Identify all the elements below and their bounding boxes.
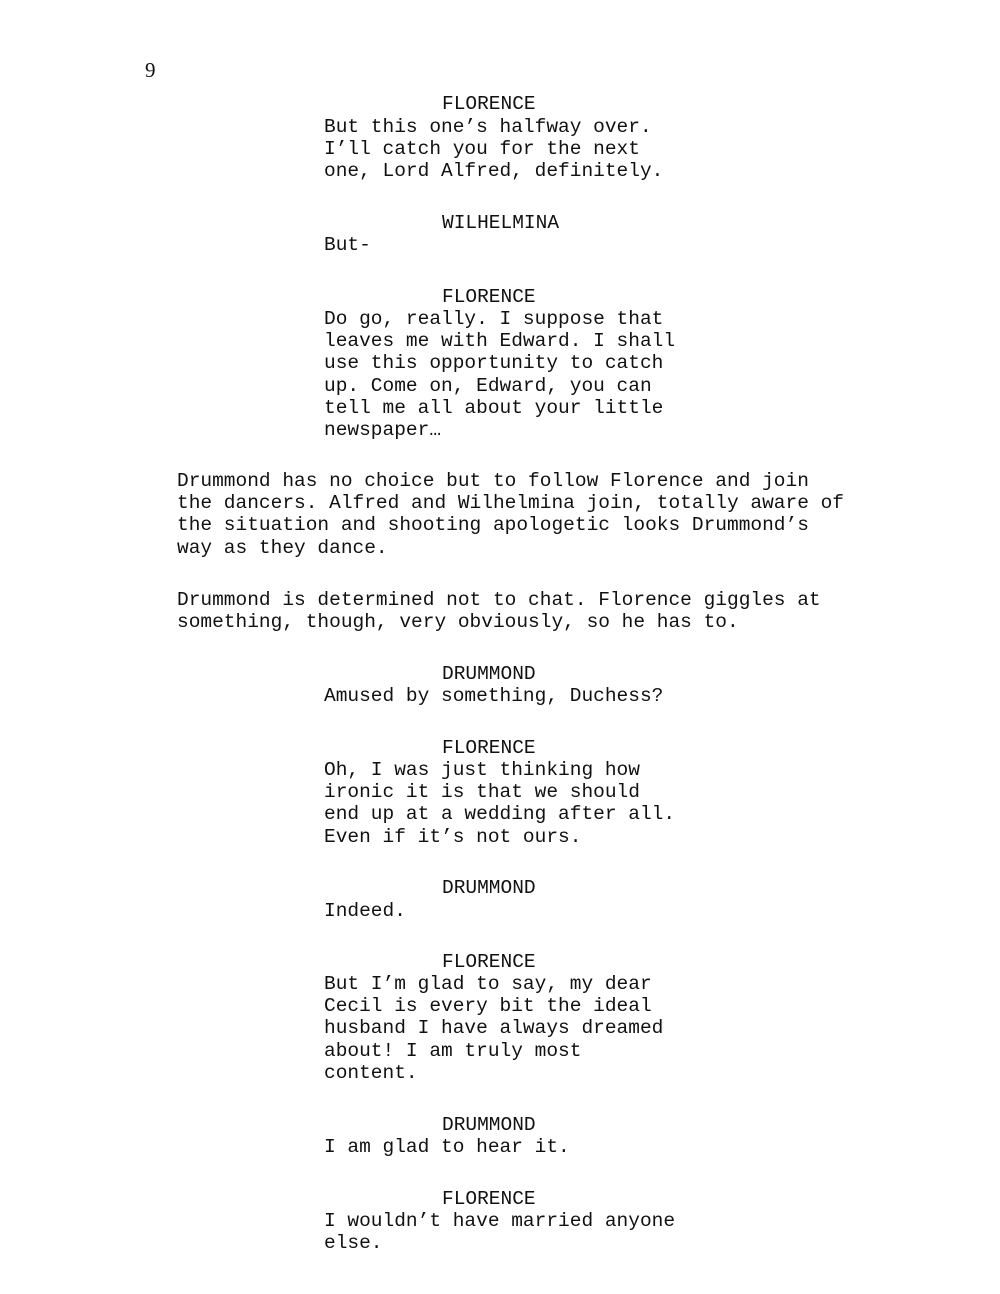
action-block	[177, 589, 877, 633]
dialogue-line: But this one’s halfway over.	[324, 116, 652, 138]
dialogue-block	[324, 900, 704, 922]
dialogue-block	[324, 234, 704, 256]
dialogue-line: Indeed.	[324, 900, 406, 922]
dialogue-line: end up at a wedding after all.	[324, 803, 676, 826]
dialogue-line: Cecil is every bit the ideal	[324, 995, 652, 1018]
dialogue-block	[324, 1210, 704, 1254]
character-cue: WILHELMINA	[442, 212, 560, 234]
dialogue-line: ironic it is that we should	[324, 781, 640, 804]
action-line: the situation and shooting apologetic looks Drummond’s	[177, 514, 809, 537]
dialogue-line: up. Come on, Edward, you can	[324, 374, 652, 397]
dialogue-line: Do go, really. I suppose that	[324, 308, 664, 330]
dialogue-block	[324, 116, 704, 183]
dialogue-line: tell me all about your little	[324, 396, 664, 419]
dialogue-line: husband I have always dreamed	[324, 1017, 664, 1040]
character-cue: FLORENCE	[442, 93, 536, 115]
dialogue-line: I’ll catch you for the next	[324, 138, 640, 161]
dialogue-line: leaves me with Edward. I shall	[324, 330, 676, 353]
action-line: way as they dance.	[177, 536, 388, 559]
dialogue-line: But-	[324, 234, 371, 256]
character-cue: FLORENCE	[442, 737, 536, 759]
dialogue-block	[324, 973, 704, 1084]
character-cue: FLORENCE	[442, 1188, 536, 1210]
dialogue-block	[324, 308, 704, 441]
action-line: Drummond is determined not to chat. Florence giggles at	[177, 589, 821, 611]
dialogue-line: I am glad to hear it.	[324, 1136, 570, 1158]
dialogue-line: I wouldn’t have married anyone	[324, 1210, 676, 1232]
dialogue-line: content.	[324, 1061, 418, 1084]
character-cue: FLORENCE	[442, 286, 536, 308]
dialogue-block	[324, 685, 704, 707]
action-line: Drummond has no choice but to follow Florence and join	[177, 470, 809, 492]
dialogue-block	[324, 1136, 704, 1158]
page-number: 9	[145, 58, 156, 82]
character-cue: DRUMMOND	[442, 663, 536, 685]
character-cue: DRUMMOND	[442, 1114, 536, 1136]
dialogue-line: newspaper…	[324, 419, 442, 442]
dialogue-line: about! I am truly most	[324, 1039, 582, 1062]
character-cue: DRUMMOND	[442, 877, 536, 899]
dialogue-line: Amused by something, Duchess?	[324, 685, 664, 707]
dialogue-line: else.	[324, 1232, 383, 1255]
dialogue-line: use this opportunity to catch	[324, 352, 664, 375]
dialogue-line: Even if it’s not ours.	[324, 825, 582, 848]
action-line: the dancers. Alfred and Wilhelmina join, totally aware of	[177, 492, 845, 515]
dialogue-block	[324, 759, 704, 848]
dialogue-line: Oh, I was just thinking how	[324, 759, 640, 781]
action-line: something, though, very obviously, so he has to.	[177, 611, 739, 634]
action-block	[177, 470, 877, 559]
dialogue-line: But I’m glad to say, my dear	[324, 973, 652, 995]
dialogue-line: one, Lord Alfred, definitely.	[324, 160, 664, 183]
character-cue: FLORENCE	[442, 951, 536, 973]
